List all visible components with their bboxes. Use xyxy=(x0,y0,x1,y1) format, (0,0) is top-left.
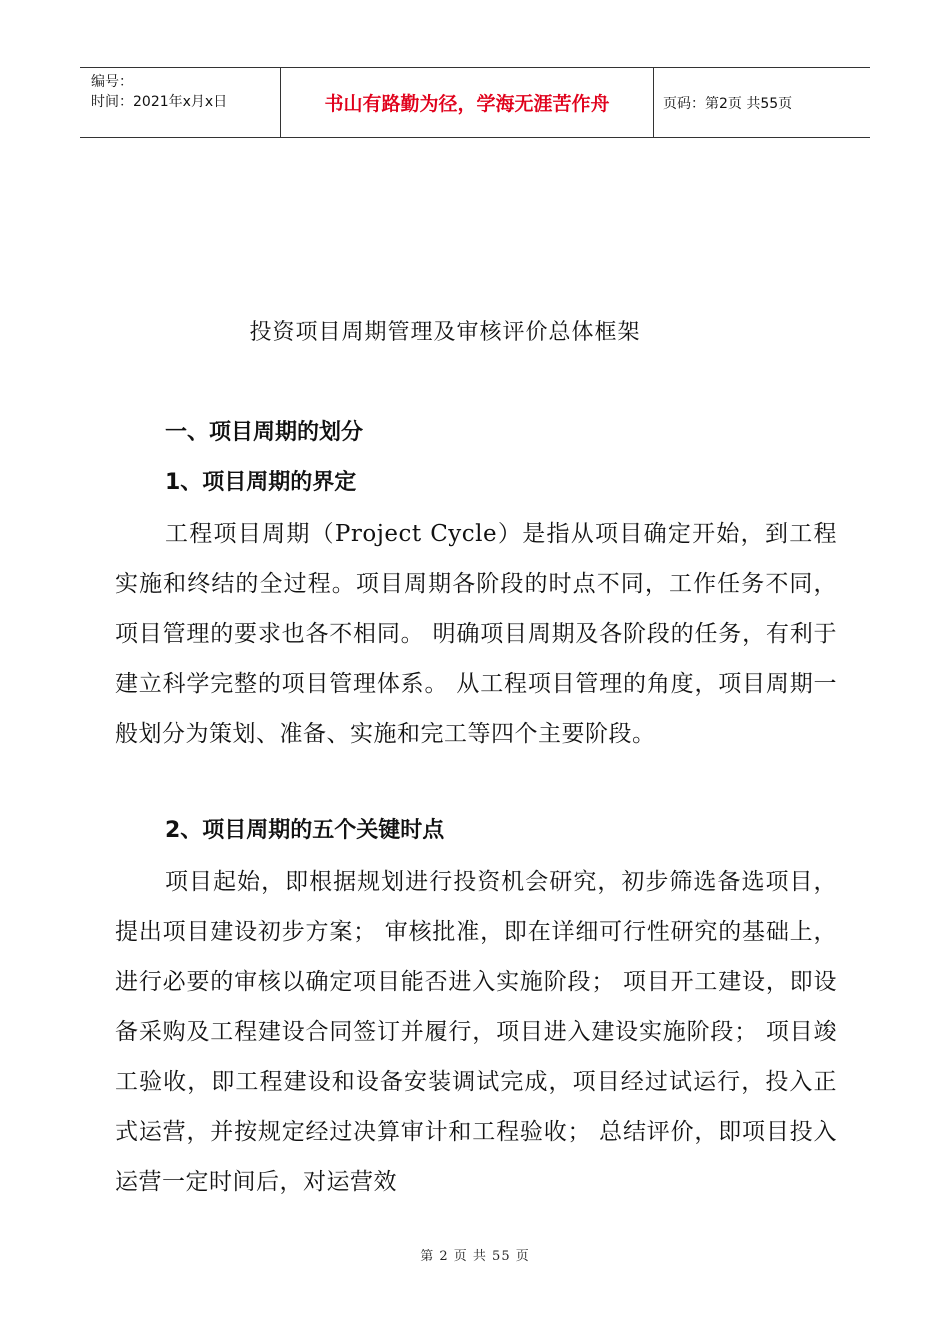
page-header xyxy=(80,67,870,138)
paragraph-key-milestones: 项目起始，即根据规划进行投资机会研究，初步筛选备选项目，提出项目建设初步方案； 审核批准，即在详细可行性研究的基础上，进行必要的审核以确定项目能否进入实施阶段； 项目开工建设，即设备采购及工程建设合同签订并履行，项目进入建设实施阶段； 项目竣工验收，即工程建设和设备安装调试完成，项目经过试运行，投入正式运营，并按规定经过决算审计和工程验收； 总结评价，即项目投入运营一定时间后，对运营效 xyxy=(115,869,837,1195)
subsection-heading-1: 1、项目周期的界定 xyxy=(165,470,357,495)
subsection-heading-2: 2、项目周期的五个关键时点 xyxy=(165,818,445,843)
paragraph-project-cycle-definition: 工程项目周期（Project Cycle）是指从项目确定开始，到工程实施和终结的全过程。项目周期各阶段的时点不同，工作任务不同，项目管理的要求也各不相同。 明确项目周期及各阶段的任务，有利于建立科学完整的项目管理体系。 从工程项目管理的角度，项目周期一般划分为策划、准备、实施和完工等四个主要阶段。 xyxy=(115,521,837,747)
header-meta-cell xyxy=(80,68,281,137)
page-footer: 第 2 页 共 55 页 xyxy=(420,1249,530,1264)
document-title: 投资项目周期管理及审核评价总体框架 xyxy=(249,320,641,345)
header-number-label: 编号： xyxy=(91,74,133,90)
header-time-label: 时间：2021年x月x日 xyxy=(91,94,228,110)
header-motto: 书山有路勤为径，学海无涯苦作舟 xyxy=(281,68,654,137)
header-page-info: 页码：第2页 共55页 xyxy=(663,95,793,112)
section-heading-1: 一、项目周期的划分 xyxy=(165,420,364,445)
